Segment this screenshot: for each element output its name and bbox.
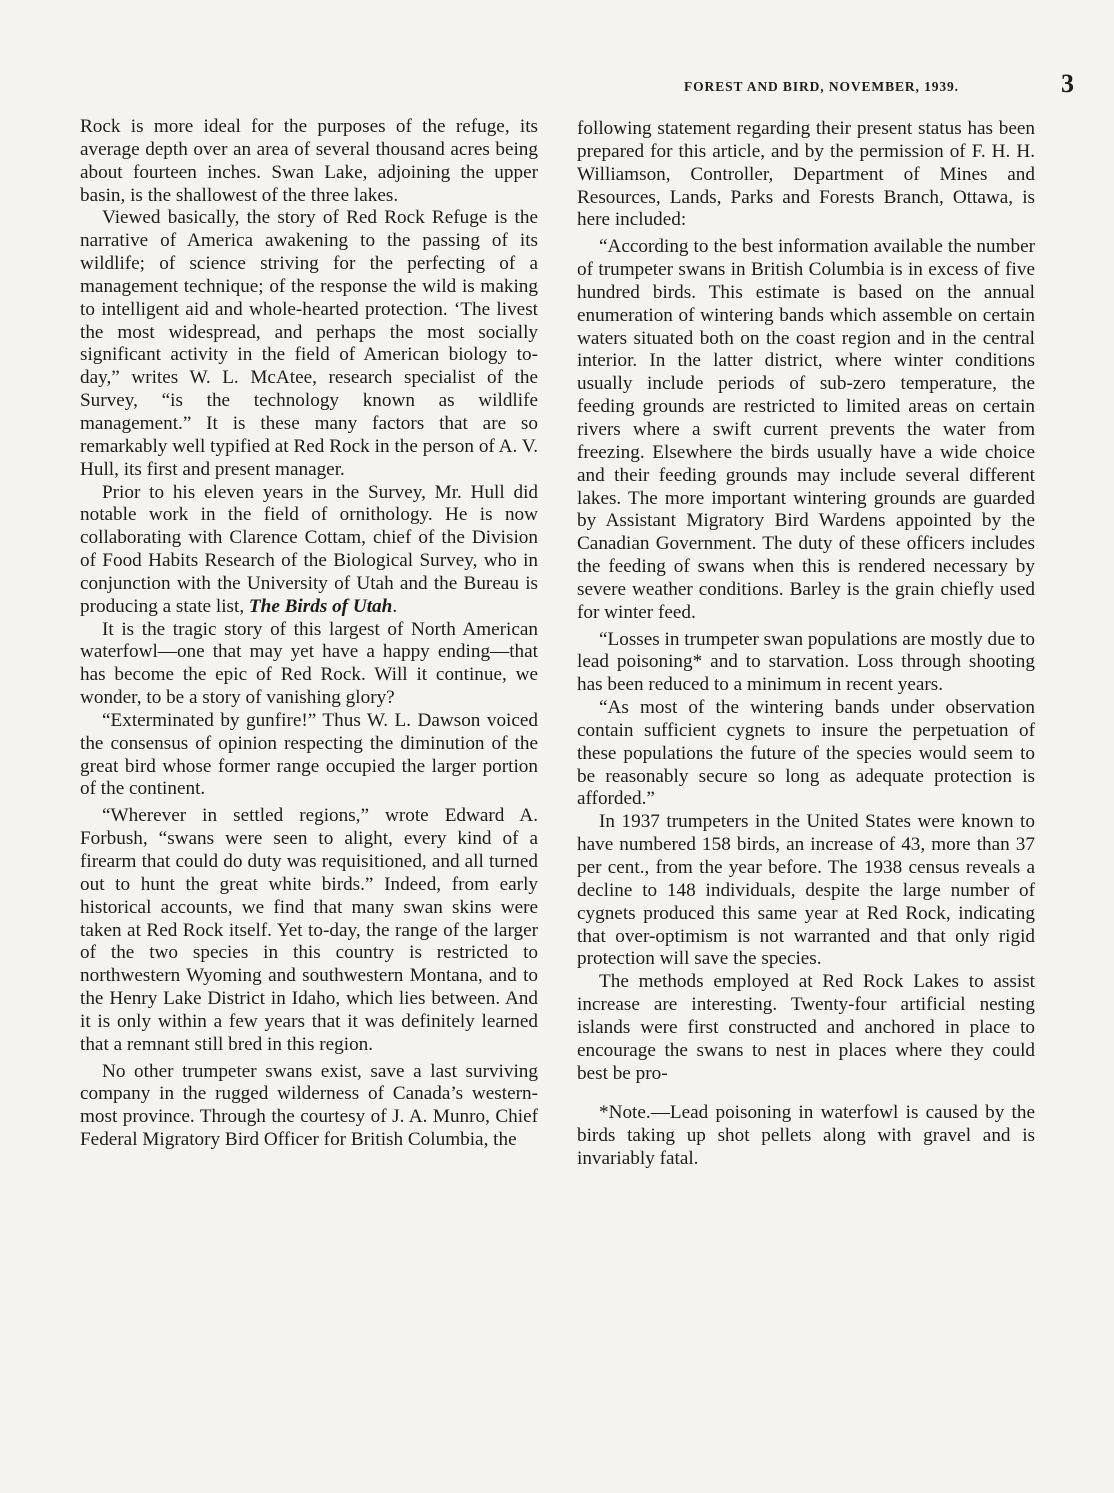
page-number: 3 xyxy=(1061,69,1074,98)
paragraph: In 1937 trumpeters in the United States were known to have numbered 158 birds, an increase of 43, more than 37 per cent., from the year before. The 1938 census reveals a decline to 148 individuals, despite the large number of cygnets produced this same year at Red Rock, indicating that over-optimism is not warranted and that only rigid protection will save the species. xyxy=(577,811,1035,970)
footnote: *Note.—Lead poisoning in waterfowl is caused by the birds taking up shot pellets along with gravel and is invariably fatal. xyxy=(577,1102,1035,1170)
quoted-paragraph: “According to the best information available the number of trumpeter swans in British Columbia is in excess of five hundred birds. This estimate is based on the annual enumeration of wintering bands which assemble on certain waters situated both on the coast region and in the central interior. In the latter district, where winter conditions usually include periods of sub-zero temperature, the feeding grounds are restricted to limited areas on certain rivers where a swift current prevents the water from freezing. Elsewhere the birds usually have a wide choice and their feeding grounds may include several different lakes. The more important wintering grounds are guarded by Assistant Migratory Bird Wardens appointed by the Canadian Government. The duty of these officers includes the feeding of swans when this is rendered necessary by severe weather conditions. Barley is the grain chiefly used for winter feed. xyxy=(577,236,1035,623)
quoted-paragraph: “Losses in trumpeter swan populations are mostly due to lead poisoning* and to starvation. Loss through shooting has been reduced to a minimum in recent years. xyxy=(577,628,1035,696)
paragraph: following statement regarding their present status has been prepared for this article, and by the permission of F. H. H. Williamson, Controller, Department of Mines and Resources, Lands, Parks and Forests Branch, Ottawa, is here included: xyxy=(577,118,1035,231)
paragraph: It is the tragic story of this largest of North American waterfowl—one that may yet have a happy ending—that has become the epic of Red Rock. Will it continue, we wonder, to be a story of vanishing glory? xyxy=(80,618,538,709)
paragraph: No other trumpeter swans exist, save a last surviving company in the rugged wilderness of Canada’s western-most province. Through the courtesy of J. A. Munro, Chief Federal Migratory Bird Officer for British Columbia, the xyxy=(80,1060,538,1151)
paragraph: The methods employed at Red Rock Lakes to assist increase are interesting. Twenty-four artificial nesting islands were first constructed and anchored in place to encourage the swans to nest in places where they could best be pro- xyxy=(577,971,1035,1084)
book-title: The Birds of Utah xyxy=(248,595,393,617)
paragraph: Rock is more ideal for the purposes of the refuge, its average depth over an area of several thousand acres being about fourteen inches. Swan Lake, adjoining the upper basin, is the shallowest of the three lakes. xyxy=(80,116,538,206)
paragraph-text: Prior to his eleven years in the Survey, Mr. Hull did notable work in the field of ornithology. He is now collaborating with Clarence Cottam, chief of the Division of Food Habits Research of the Biological Survey, who in conjunction with the University of Utah and the Bureau is producing a state list, xyxy=(80,481,538,617)
quoted-paragraph: “As most of the wintering bands under observation contain sufficient cygnets to insure the perpetuation of these populations the future of the species would seem to be reasonably secure so long as adequate protection is afforded.” xyxy=(577,697,1035,810)
paragraph: “Exterminated by gunfire!” Thus W. L. Dawson voiced the consensus of opinion respecting the diminution of the great bird whose former range occupied the larger portion of the continent. xyxy=(80,709,538,800)
paragraph: “Wherever in settled regions,” wrote Edward A. Forbush, “swans were seen to alight, every kind of a firearm that could do duty was requisitioned, and all turned out to hunt the great white birds.” Indeed, from early historical accounts, we find that many swan skins were taken at Red Rock itself. Yet to-day, the range of the larger of the two species in this country is restricted to northwestern Wyoming and southwestern Montana, and to the Henry Lake District in Idaho, which lies between. And it is only within a few years that it was definitely learned that a remnant still bred in this region. xyxy=(80,805,538,1055)
running-title: FOREST AND BIRD, NOVEMBER, 1939. xyxy=(684,79,959,94)
running-head xyxy=(684,69,1074,103)
paragraph xyxy=(80,482,538,619)
right-column xyxy=(577,118,1035,1171)
left-column xyxy=(80,116,538,1152)
paragraph: Viewed basically, the story of Red Rock Refuge is the narrative of America awakening to the passing of its wildlife; of science striving for the perfecting of a management technique; of the response the wild is making to intelligent aid and whole-hearted protection. ‘The livest the most widespread, and perhaps the most socially significant activity in the field of American biology to-day,” writes W. L. McAtee, research specialist of the Survey, “is the technology known as wildlife management.” It is these many factors that are so remarkably well typified at Red Rock in the person of A. V. Hull, its first and present manager. xyxy=(80,207,538,480)
paragraph-end: . xyxy=(392,595,398,617)
